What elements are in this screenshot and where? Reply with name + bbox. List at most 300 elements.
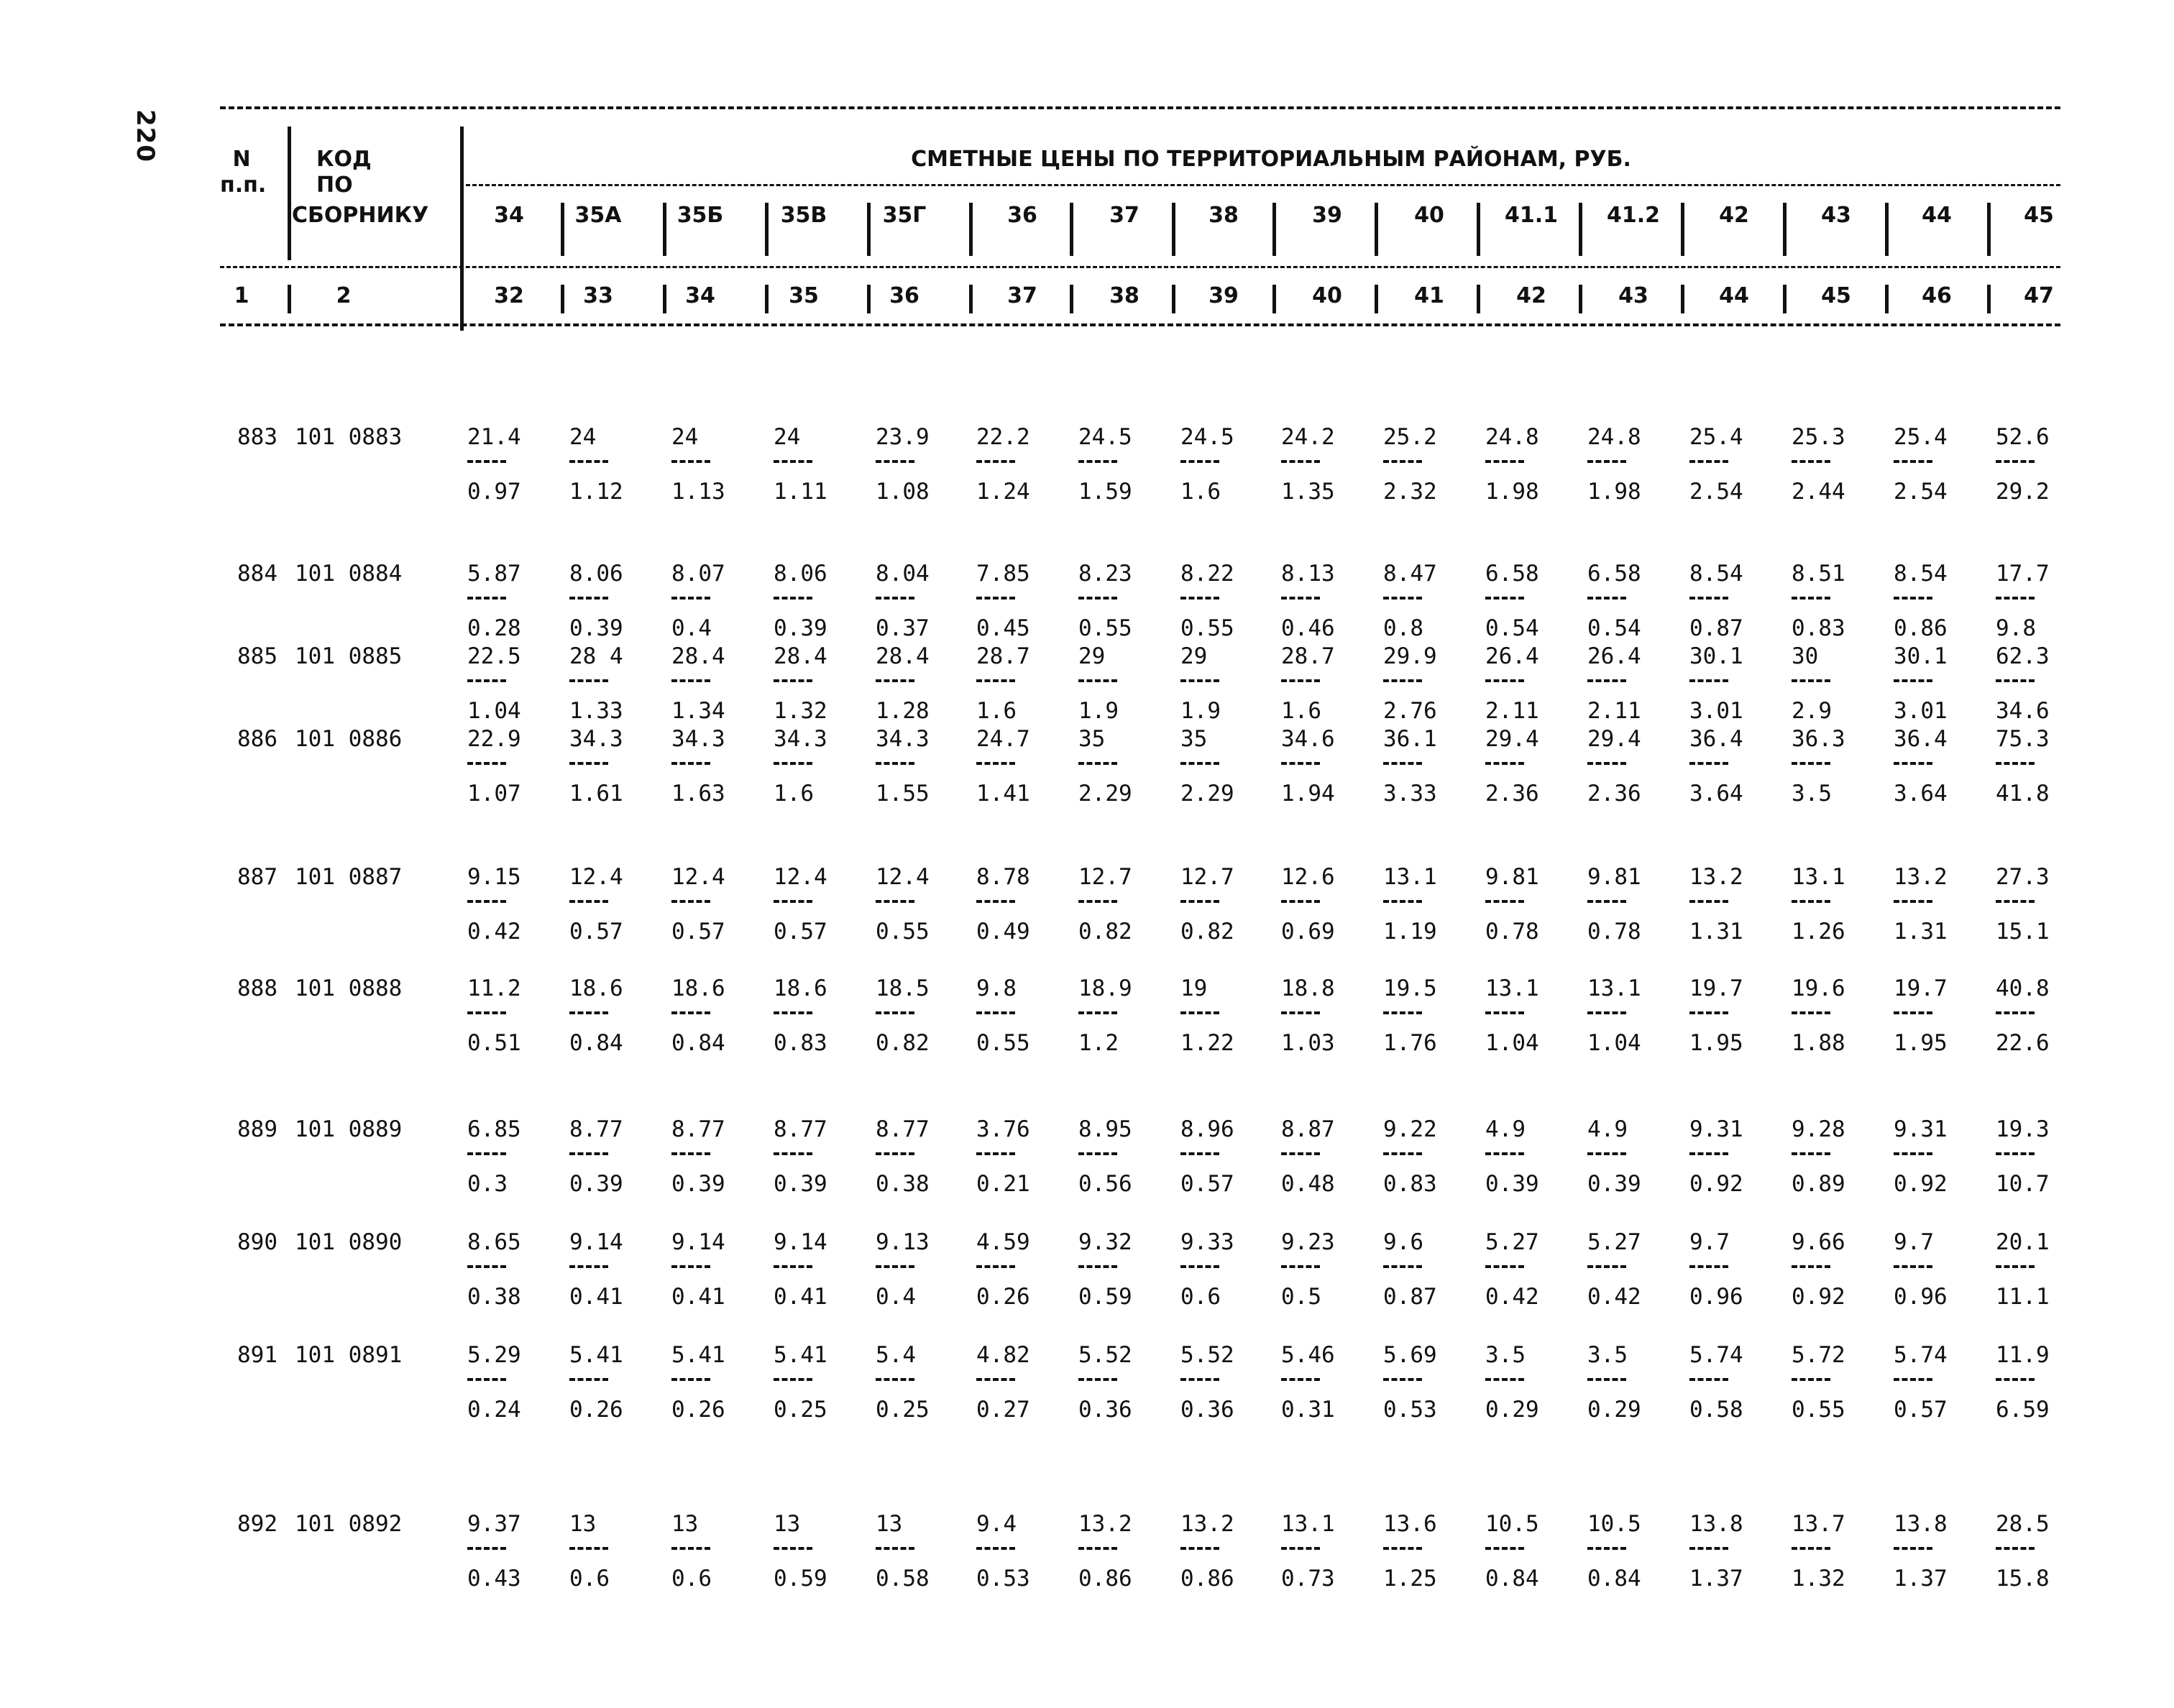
price-bottom: 0.37: [876, 615, 930, 641]
price-bottom: 1.03: [1281, 1030, 1335, 1056]
price-bottom: 0.46: [1281, 615, 1335, 641]
header-grid-bar: [1477, 203, 1480, 256]
price-fraction-line: [1894, 679, 1932, 682]
price-fraction-line: [1281, 1011, 1320, 1014]
price-top: 28 4: [569, 643, 623, 669]
header-grid-bar: [1172, 285, 1175, 313]
header-grid-bar: [969, 285, 973, 313]
price-top: 9.6: [1383, 1229, 1423, 1255]
price-bottom: 0.25: [774, 1397, 827, 1423]
price-fraction-line: [774, 1378, 812, 1381]
price-fraction-line: [467, 900, 506, 903]
price-fraction-line: [1894, 1265, 1932, 1268]
price-bottom: 0.36: [1078, 1397, 1132, 1423]
price-top: 23.9: [876, 424, 930, 450]
header-grid-bar: [969, 203, 973, 256]
price-top: 13.2: [1894, 864, 1948, 890]
price-bottom: 1.2: [1078, 1030, 1119, 1056]
row-number: 892: [237, 1511, 278, 1537]
price-fraction-line: [1792, 597, 1830, 600]
header-grid-bar: [867, 203, 871, 256]
price-bottom: 0.57: [774, 919, 827, 945]
price-top: 9.81: [1587, 864, 1641, 890]
price-top: 24.8: [1587, 424, 1641, 450]
price-top: 18.8: [1281, 975, 1335, 1001]
price-top: 26.4: [1485, 643, 1539, 669]
price-top: 9.14: [774, 1229, 827, 1255]
price-fraction-line: [1485, 900, 1524, 903]
price-bottom: 1.34: [671, 698, 725, 724]
price-fraction-line: [876, 597, 914, 600]
price-fraction-line: [1792, 1547, 1830, 1550]
price-top: 24.2: [1281, 424, 1335, 450]
price-fraction-line: [1180, 460, 1219, 463]
price-fraction-line: [876, 1378, 914, 1381]
price-top: 25.2: [1383, 424, 1437, 450]
price-fraction-line: [1281, 679, 1320, 682]
header-top-rule: [220, 106, 2060, 109]
price-bottom: 0.42: [467, 919, 521, 945]
price-fraction-line: [1894, 460, 1932, 463]
price-bottom: 3.5: [1792, 781, 1832, 807]
price-top: 9.32: [1078, 1229, 1132, 1255]
price-top: 24.7: [976, 726, 1030, 752]
price-fraction-line: [1792, 1265, 1830, 1268]
price-fraction-line: [1485, 460, 1524, 463]
price-bottom: 0.39: [569, 1171, 623, 1197]
price-top: 25.4: [1689, 424, 1743, 450]
price-top: 9.8: [976, 975, 1017, 1001]
price-bottom: 2.29: [1180, 781, 1234, 807]
price-top: 9.13: [876, 1229, 930, 1255]
price-fraction-line: [1383, 1011, 1422, 1014]
price-fraction-line: [976, 762, 1015, 765]
price-fraction-line: [1894, 1011, 1932, 1014]
region-header: 41.1: [1504, 203, 1559, 228]
price-fraction-line: [1587, 460, 1626, 463]
price-top: 9.14: [569, 1229, 623, 1255]
region-index: 46: [1922, 283, 1952, 308]
price-top: 9.66: [1792, 1229, 1845, 1255]
price-fraction-line: [1078, 679, 1117, 682]
price-bottom: 0.51: [467, 1030, 521, 1056]
header-grid-bar: [1579, 203, 1582, 256]
price-top: 12.7: [1180, 864, 1234, 890]
price-top: 34.3: [671, 726, 725, 752]
price-fraction-line: [976, 1265, 1015, 1268]
price-fraction-line: [976, 597, 1015, 600]
price-bottom: 3.64: [1689, 781, 1743, 807]
price-fraction-line: [1180, 1378, 1219, 1381]
header-mid-rule: [466, 184, 2060, 186]
row-number: 888: [237, 975, 278, 1001]
price-fraction-line: [1078, 1011, 1117, 1014]
price-fraction-line: [671, 460, 710, 463]
price-fraction-line: [774, 900, 812, 903]
price-fraction-line: [1078, 900, 1117, 903]
price-top: 29.4: [1485, 726, 1539, 752]
price-top: 18.6: [569, 975, 623, 1001]
price-bottom: 0.83: [1383, 1171, 1437, 1197]
header-grid-bar: [1885, 285, 1889, 313]
price-fraction-line: [1485, 1378, 1524, 1381]
price-top: 12.4: [774, 864, 827, 890]
price-bottom: 0.38: [876, 1171, 930, 1197]
header-grid-bar: [561, 203, 564, 256]
region-header: 44: [1922, 203, 1952, 228]
price-bottom: 0.57: [1180, 1171, 1234, 1197]
price-fraction-line: [671, 1265, 710, 1268]
price-top: 9.28: [1792, 1116, 1845, 1142]
price-fraction-line: [1996, 460, 2035, 463]
price-bottom: 0.42: [1587, 1284, 1641, 1310]
price-top: 6.58: [1485, 561, 1539, 587]
price-top: 18.5: [876, 975, 930, 1001]
header-po: ПО: [316, 173, 353, 198]
price-bottom: 2.36: [1587, 781, 1641, 807]
price-bottom: 0.27: [976, 1397, 1030, 1423]
price-top: 5.52: [1078, 1342, 1132, 1368]
price-fraction-line: [1792, 900, 1830, 903]
price-top: 24: [774, 424, 801, 450]
price-fraction-line: [1281, 460, 1320, 463]
price-fraction-line: [467, 460, 506, 463]
price-top: 13.2: [1078, 1511, 1132, 1537]
price-bottom: 2.32: [1383, 479, 1437, 505]
price-top: 18.6: [774, 975, 827, 1001]
price-fraction-line: [1180, 1265, 1219, 1268]
price-top: 4.82: [976, 1342, 1030, 1368]
price-fraction-line: [1792, 679, 1830, 682]
price-top: 4.9: [1587, 1116, 1628, 1142]
header-grid-bar: [765, 203, 769, 256]
region-header: 35А: [574, 203, 622, 228]
price-top: 24.8: [1485, 424, 1539, 450]
price-top: 17.7: [1996, 561, 2050, 587]
price-bottom: 2.9: [1792, 698, 1832, 724]
price-top: 11.2: [467, 975, 521, 1001]
price-bottom: 0.4: [876, 1284, 916, 1310]
region-header: 43: [1821, 203, 1851, 228]
price-bottom: 1.11: [774, 479, 827, 505]
region-index: 40: [1312, 283, 1342, 308]
header-grid-bar: [288, 285, 291, 313]
price-top: 3.5: [1587, 1342, 1628, 1368]
price-bottom: 0.55: [1792, 1397, 1845, 1423]
price-fraction-line: [1078, 762, 1117, 765]
price-bottom: 0.92: [1689, 1171, 1743, 1197]
price-bottom: 2.54: [1689, 479, 1743, 505]
price-top: 19.7: [1894, 975, 1948, 1001]
price-top: 13.1: [1383, 864, 1437, 890]
price-top: 40.8: [1996, 975, 2050, 1001]
price-fraction-line: [876, 1547, 914, 1550]
region-index: 39: [1208, 283, 1239, 308]
price-fraction-line: [1383, 597, 1422, 600]
price-top: 8.54: [1689, 561, 1743, 587]
price-bottom: 1.59: [1078, 479, 1132, 505]
price-top: 12.4: [671, 864, 725, 890]
price-bottom: 0.45: [976, 615, 1030, 641]
price-bottom: 0.4: [671, 615, 712, 641]
price-fraction-line: [569, 1152, 608, 1155]
price-top: 12.4: [569, 864, 623, 890]
price-top: 8.77: [774, 1116, 827, 1142]
price-bottom: 0.39: [1485, 1171, 1539, 1197]
row-code: 101 0891: [295, 1342, 403, 1368]
price-top: 29: [1078, 643, 1106, 669]
price-top: 75.3: [1996, 726, 2050, 752]
price-fraction-line: [1689, 900, 1728, 903]
price-top: 19: [1180, 975, 1208, 1001]
price-bottom: 1.6: [1180, 479, 1221, 505]
price-top: 36.3: [1792, 726, 1845, 752]
price-top: 13: [569, 1511, 597, 1537]
price-fraction-line: [1383, 762, 1422, 765]
price-top: 24: [671, 424, 699, 450]
price-top: 9.22: [1383, 1116, 1437, 1142]
header-grid-bar: [765, 285, 769, 313]
price-top: 18.9: [1078, 975, 1132, 1001]
price-bottom: 1.19: [1383, 919, 1437, 945]
price-fraction-line: [467, 1265, 506, 1268]
price-top: 8.06: [774, 561, 827, 587]
header-bottom-rule: [220, 323, 2060, 326]
price-bottom: 0.55: [976, 1030, 1030, 1056]
price-bottom: 1.33: [569, 698, 623, 724]
price-bottom: 0.87: [1383, 1284, 1437, 1310]
price-fraction-line: [1996, 1152, 2035, 1155]
price-bottom: 41.8: [1996, 781, 2050, 807]
price-fraction-line: [1894, 1378, 1932, 1381]
price-bottom: 1.9: [1078, 698, 1119, 724]
price-fraction-line: [671, 679, 710, 682]
price-bottom: 1.88: [1792, 1030, 1845, 1056]
price-bottom: 0.3: [467, 1171, 508, 1197]
price-fraction-line: [1078, 1265, 1117, 1268]
price-top: 5.41: [774, 1342, 827, 1368]
price-bottom: 1.13: [671, 479, 725, 505]
price-top: 36.1: [1383, 726, 1437, 752]
region-index: 35: [789, 283, 819, 308]
price-top: 62.3: [1996, 643, 2050, 669]
price-fraction-line: [774, 679, 812, 682]
row-number: 891: [237, 1342, 278, 1368]
price-fraction-line: [1894, 597, 1932, 600]
price-fraction-line: [1689, 1011, 1728, 1014]
price-fraction-line: [1383, 460, 1422, 463]
price-bottom: 0.55: [876, 919, 930, 945]
price-top: 25.3: [1792, 424, 1845, 450]
price-bottom: 0.41: [774, 1284, 827, 1310]
price-fraction-line: [976, 1547, 1015, 1550]
price-fraction-line: [569, 1547, 608, 1550]
price-bottom: 0.29: [1485, 1397, 1539, 1423]
price-fraction-line: [1996, 762, 2035, 765]
price-top: 13.7: [1792, 1511, 1845, 1537]
price-bottom: 1.55: [876, 781, 930, 807]
row-code: 101 0886: [295, 726, 403, 752]
price-bottom: 1.63: [671, 781, 725, 807]
price-top: 5.72: [1792, 1342, 1845, 1368]
price-fraction-line: [1996, 1378, 2035, 1381]
price-fraction-line: [1485, 762, 1524, 765]
price-top: 12.4: [876, 864, 930, 890]
price-bottom: 0.39: [774, 615, 827, 641]
price-top: 52.6: [1996, 424, 2050, 450]
price-top: 9.81: [1485, 864, 1539, 890]
price-fraction-line: [1996, 1011, 2035, 1014]
header-grid-bar: [1272, 285, 1276, 313]
price-bottom: 1.08: [876, 479, 930, 505]
price-fraction-line: [569, 762, 608, 765]
row-code: 101 0887: [295, 864, 403, 890]
price-top: 30.1: [1689, 643, 1743, 669]
price-bottom: 0.21: [976, 1171, 1030, 1197]
price-bottom: 0.83: [1792, 615, 1845, 641]
price-fraction-line: [1689, 1378, 1728, 1381]
price-bottom: 1.07: [467, 781, 521, 807]
price-fraction-line: [876, 900, 914, 903]
price-fraction-line: [1894, 762, 1932, 765]
price-bottom: 0.89: [1792, 1171, 1845, 1197]
price-top: 8.77: [671, 1116, 725, 1142]
price-top: 4.59: [976, 1229, 1030, 1255]
price-fraction-line: [876, 679, 914, 682]
price-top: 22.5: [467, 643, 521, 669]
price-fraction-line: [671, 1011, 710, 1014]
price-bottom: 1.6: [774, 781, 814, 807]
header-sbornik: СБОРНИКУ: [292, 203, 429, 228]
price-fraction-line: [1078, 1152, 1117, 1155]
price-fraction-line: [1383, 1378, 1422, 1381]
price-bottom: 1.98: [1485, 479, 1539, 505]
price-bottom: 0.54: [1485, 615, 1539, 641]
row-number: 886: [237, 726, 278, 752]
price-fraction-line: [1485, 679, 1524, 682]
price-top: 19.5: [1383, 975, 1437, 1001]
price-fraction-line: [1689, 1152, 1728, 1155]
header-grid-bar: [1070, 285, 1073, 313]
price-bottom: 0.39: [569, 615, 623, 641]
header-grid-bar: [1375, 285, 1378, 313]
price-bottom: 0.78: [1587, 919, 1641, 945]
price-fraction-line: [1485, 1011, 1524, 1014]
price-top: 8.95: [1078, 1116, 1132, 1142]
price-top: 5.4: [876, 1342, 916, 1368]
price-bottom: 0.97: [467, 479, 521, 505]
price-top: 28.5: [1996, 1511, 2050, 1537]
price-fraction-line: [1383, 1265, 1422, 1268]
region-index: 37: [1007, 283, 1037, 308]
price-bottom: 2.44: [1792, 479, 1845, 505]
header-grid-bar: [1783, 203, 1787, 256]
header-index-n: 1: [234, 283, 249, 308]
price-bottom: 0.31: [1281, 1397, 1335, 1423]
price-fraction-line: [569, 597, 608, 600]
price-bottom: 11.1: [1996, 1284, 2050, 1310]
price-bottom: 0.86: [1894, 615, 1948, 641]
row-code: 101 0885: [295, 643, 403, 669]
price-fraction-line: [774, 460, 812, 463]
price-fraction-line: [671, 1378, 710, 1381]
price-top: 13: [671, 1511, 699, 1537]
header-grid-bar: [1885, 203, 1889, 256]
price-fraction-line: [1587, 1265, 1626, 1268]
price-bottom: 15.8: [1996, 1566, 2050, 1592]
price-top: 28.4: [876, 643, 930, 669]
header-grid-bar: [1579, 285, 1582, 313]
price-fraction-line: [876, 460, 914, 463]
price-fraction-line: [467, 1547, 506, 1550]
price-fraction-line: [1996, 1547, 2035, 1550]
price-bottom: 0.39: [774, 1171, 827, 1197]
price-bottom: 0.84: [569, 1030, 623, 1056]
price-fraction-line: [1485, 1547, 1524, 1550]
price-bottom: 3.01: [1689, 698, 1743, 724]
price-bottom: 9.8: [1996, 615, 2036, 641]
price-fraction-line: [1894, 1547, 1932, 1550]
price-bottom: 1.95: [1689, 1030, 1743, 1056]
price-fraction-line: [1281, 1265, 1320, 1268]
price-bottom: 1.24: [976, 479, 1030, 505]
price-fraction-line: [1587, 1378, 1626, 1381]
price-bottom: 0.86: [1078, 1566, 1132, 1592]
price-bottom: 0.55: [1078, 615, 1132, 641]
price-bottom: 3.64: [1894, 781, 1948, 807]
price-top: 9.14: [671, 1229, 725, 1255]
price-top: 13.8: [1689, 1511, 1743, 1537]
price-bottom: 0.26: [569, 1397, 623, 1423]
price-top: 13.2: [1180, 1511, 1234, 1537]
price-top: 8.65: [467, 1229, 521, 1255]
header-grid-bar: [663, 203, 666, 256]
row-number: 887: [237, 864, 278, 890]
price-top: 34.3: [876, 726, 930, 752]
price-bottom: 1.35: [1281, 479, 1335, 505]
header-grid-bar: [1987, 203, 1991, 256]
price-bottom: 1.32: [1792, 1566, 1845, 1592]
price-bottom: 0.43: [467, 1566, 521, 1592]
price-fraction-line: [1180, 1011, 1219, 1014]
price-top: 5.87: [467, 561, 521, 587]
price-top: 24: [569, 424, 597, 450]
price-top: 26.4: [1587, 643, 1641, 669]
region-header: 45: [2024, 203, 2054, 228]
price-fraction-line: [1587, 679, 1626, 682]
price-bottom: 0.6: [1180, 1284, 1221, 1310]
price-bottom: 6.59: [1996, 1397, 2050, 1423]
price-top: 29.4: [1587, 726, 1641, 752]
price-top: 10.5: [1587, 1511, 1641, 1537]
price-bottom: 0.28: [467, 615, 521, 641]
price-fraction-line: [774, 762, 812, 765]
price-fraction-line: [1383, 1547, 1422, 1550]
price-fraction-line: [976, 1011, 1015, 1014]
price-fraction-line: [1180, 679, 1219, 682]
price-top: 24.5: [1078, 424, 1132, 450]
price-fraction-line: [1078, 460, 1117, 463]
price-bottom: 0.82: [1078, 919, 1132, 945]
header-grid-bar: [1681, 285, 1684, 313]
price-fraction-line: [1792, 1011, 1830, 1014]
price-fraction-line: [1996, 679, 2035, 682]
price-bottom: 0.84: [1587, 1566, 1641, 1592]
price-top: 22.9: [467, 726, 521, 752]
price-bottom: 0.36: [1180, 1397, 1234, 1423]
price-bottom: 1.26: [1792, 919, 1845, 945]
price-top: 8.13: [1281, 561, 1335, 587]
